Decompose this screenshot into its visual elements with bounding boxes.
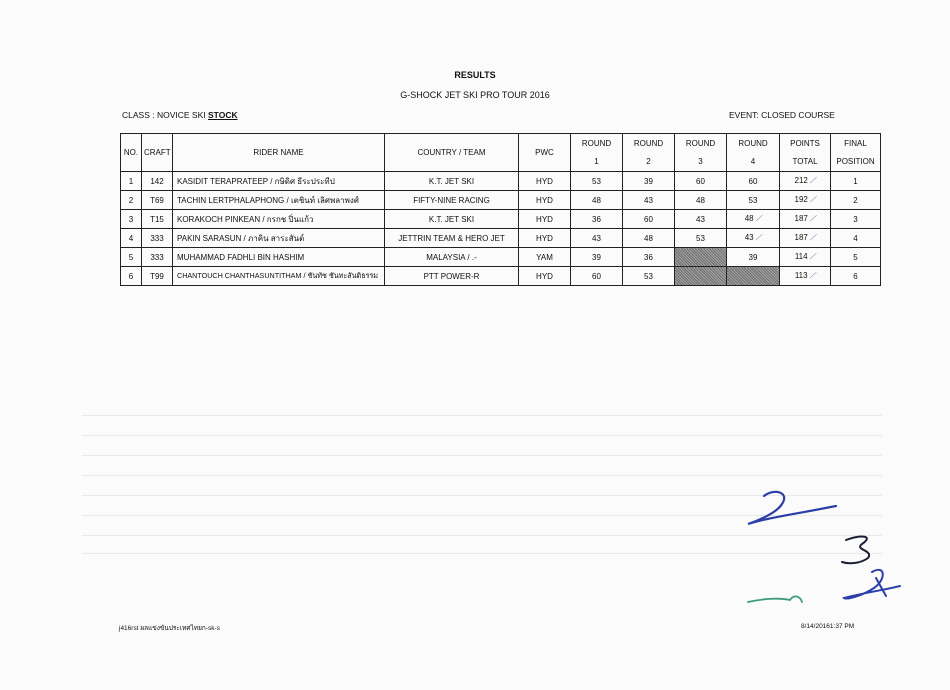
cell-pwc: HYD xyxy=(519,191,571,210)
round4-value: 48 xyxy=(744,214,754,223)
col-round2-num: 2 xyxy=(623,153,675,172)
col-final: FINAL xyxy=(831,134,881,153)
cell-round2: 48 xyxy=(623,229,675,248)
total-value: 114 xyxy=(794,252,808,261)
cell-round1: 53 xyxy=(571,172,623,191)
cell-rider: PAKIN SARASUN / ภาคิน สาระสันต์ xyxy=(173,229,385,248)
cell-pwc: HYD xyxy=(519,267,571,286)
col-round3-num: 3 xyxy=(675,153,727,172)
cell-rider: TACHIN LERTPHALAPHONG / เตชินท์ เลิศพลาพงศ์ xyxy=(173,191,385,210)
cell-rider: KORAKOCH PINKEAN / กรกช ปิ่นแก้ว xyxy=(173,210,385,229)
cell-team: PTT POWER-R xyxy=(385,267,519,286)
event-title: G-SHOCK JET SKI PRO TOUR 2016 xyxy=(400,90,550,100)
cell-round4 xyxy=(727,210,780,229)
col-points-sub: TOTAL xyxy=(780,153,831,172)
cell-round3: 43 xyxy=(675,210,727,229)
table-row xyxy=(121,248,881,267)
cell-rider: KASIDIT TERAPRATEEP / กษิดิศ ธีระประทีป xyxy=(173,172,385,191)
col-country: COUNTRY / TEAM xyxy=(385,134,519,172)
cell-total xyxy=(780,229,831,248)
col-round2: ROUND xyxy=(623,134,675,153)
cell-round1: 43 xyxy=(571,229,623,248)
cell-position: 2 xyxy=(831,191,881,210)
footer-file-ref: j416rst ผลแข่งขันประเทศไทยก-sk-s xyxy=(119,625,220,632)
cell-round2: 60 xyxy=(623,210,675,229)
checkmark-icon: ⟋ xyxy=(809,252,816,261)
col-final-sub: POSITION xyxy=(831,153,881,172)
cell-total xyxy=(780,191,831,210)
footer-timestamp: 8/14/20161:37 PM xyxy=(801,623,855,630)
col-round1-num: 1 xyxy=(571,153,623,172)
cell-craft: T69 xyxy=(142,191,173,210)
cell-position: 4 xyxy=(831,229,881,248)
cell-team: K.T. JET SKI xyxy=(385,172,519,191)
cell-pwc: YAM xyxy=(519,248,571,267)
cell-craft: 333 xyxy=(142,229,173,248)
total-value: 187 xyxy=(794,233,808,242)
cell-pwc: HYD xyxy=(519,172,571,191)
cell-round3-dnf xyxy=(675,267,727,286)
class-prefix: CLASS : NOVICE SKI xyxy=(122,110,206,120)
checkmark-icon: ⟋ xyxy=(809,233,816,242)
table-row xyxy=(121,191,881,210)
col-round3: ROUND xyxy=(675,134,727,153)
cell-total xyxy=(780,172,831,191)
event-type: EVENT: CLOSED COURSE xyxy=(729,110,835,120)
cell-round1: 39 xyxy=(571,248,623,267)
round4-value: 43 xyxy=(744,233,754,242)
cell-round3: 60 xyxy=(675,172,727,191)
table-row xyxy=(121,267,881,286)
cell-round2: 43 xyxy=(623,191,675,210)
cell-team: MALAYSIA / .- xyxy=(385,248,519,267)
cell-round3: 53 xyxy=(675,229,727,248)
cell-round2: 36 xyxy=(623,248,675,267)
col-pwc: PWC xyxy=(519,134,571,172)
cell-round4 xyxy=(727,229,780,248)
cell-craft: 333 xyxy=(142,248,173,267)
cell-position: 6 xyxy=(831,267,881,286)
cell-total xyxy=(780,248,831,267)
cell-pwc: HYD xyxy=(519,229,571,248)
cell-total xyxy=(780,267,831,286)
cell-position: 1 xyxy=(831,172,881,191)
cell-team: JETTRIN TEAM & HERO JET xyxy=(385,229,519,248)
cell-no: 6 xyxy=(121,267,142,286)
results-heading: RESULTS xyxy=(454,70,496,80)
checkmark-icon: ⟋ xyxy=(809,176,816,185)
col-no: NO. xyxy=(121,134,142,172)
col-rider: RIDER NAME xyxy=(173,134,385,172)
col-round4: ROUND xyxy=(727,134,780,153)
cell-craft: 142 xyxy=(142,172,173,191)
results-table xyxy=(120,133,881,286)
cell-round1: 48 xyxy=(571,191,623,210)
total-value: 212 xyxy=(794,176,808,185)
cell-no: 5 xyxy=(121,248,142,267)
table-row xyxy=(121,172,881,191)
class-emphasis: STOCK xyxy=(208,110,238,120)
cell-pwc: HYD xyxy=(519,210,571,229)
cell-round4-dnf xyxy=(727,267,780,286)
cell-position: 3 xyxy=(831,210,881,229)
cell-round3-dnf xyxy=(675,248,727,267)
cell-round3: 48 xyxy=(675,191,727,210)
col-round4-num: 4 xyxy=(727,153,780,172)
cell-round1: 36 xyxy=(571,210,623,229)
checkmark-icon: ⟋ xyxy=(809,271,816,280)
cell-rider: MUHAMMAD FADHLI BIN HASHIM xyxy=(173,248,385,267)
total-value: 192 xyxy=(794,195,808,204)
cell-round2: 53 xyxy=(623,267,675,286)
total-value: 113 xyxy=(794,271,808,280)
class-label xyxy=(122,110,238,120)
cell-round4: 60 xyxy=(727,172,780,191)
signature-icon xyxy=(736,484,906,614)
checkmark-icon: ⟋ xyxy=(809,214,816,223)
col-round1: ROUND xyxy=(571,134,623,153)
cell-no: 4 xyxy=(121,229,142,248)
cell-position: 5 xyxy=(831,248,881,267)
cell-round4: 39 xyxy=(727,248,780,267)
cell-total xyxy=(780,210,831,229)
cell-team: FIFTY-NINE RACING xyxy=(385,191,519,210)
table-row xyxy=(121,210,881,229)
total-value: 187 xyxy=(794,214,808,223)
checkmark-icon: ⟋ xyxy=(809,195,816,204)
cell-craft: T15 xyxy=(142,210,173,229)
cell-craft: T99 xyxy=(142,267,173,286)
cell-round2: 39 xyxy=(623,172,675,191)
cell-rider: CHANTOUCH CHANTHASUNTITHAM / ชันทัช ชันทะสันติธรรม xyxy=(173,267,385,286)
cell-no: 1 xyxy=(121,172,142,191)
cell-round1: 60 xyxy=(571,267,623,286)
col-craft: CRAFT xyxy=(142,134,173,172)
checkmark-icon: ⟋ xyxy=(755,233,762,242)
cell-round4: 53 xyxy=(727,191,780,210)
checkmark-icon: ⟋ xyxy=(755,214,762,223)
col-points: POINTS xyxy=(780,134,831,153)
cell-team: K.T. JET SKI xyxy=(385,210,519,229)
cell-no: 3 xyxy=(121,210,142,229)
cell-no: 2 xyxy=(121,191,142,210)
table-row xyxy=(121,229,881,248)
